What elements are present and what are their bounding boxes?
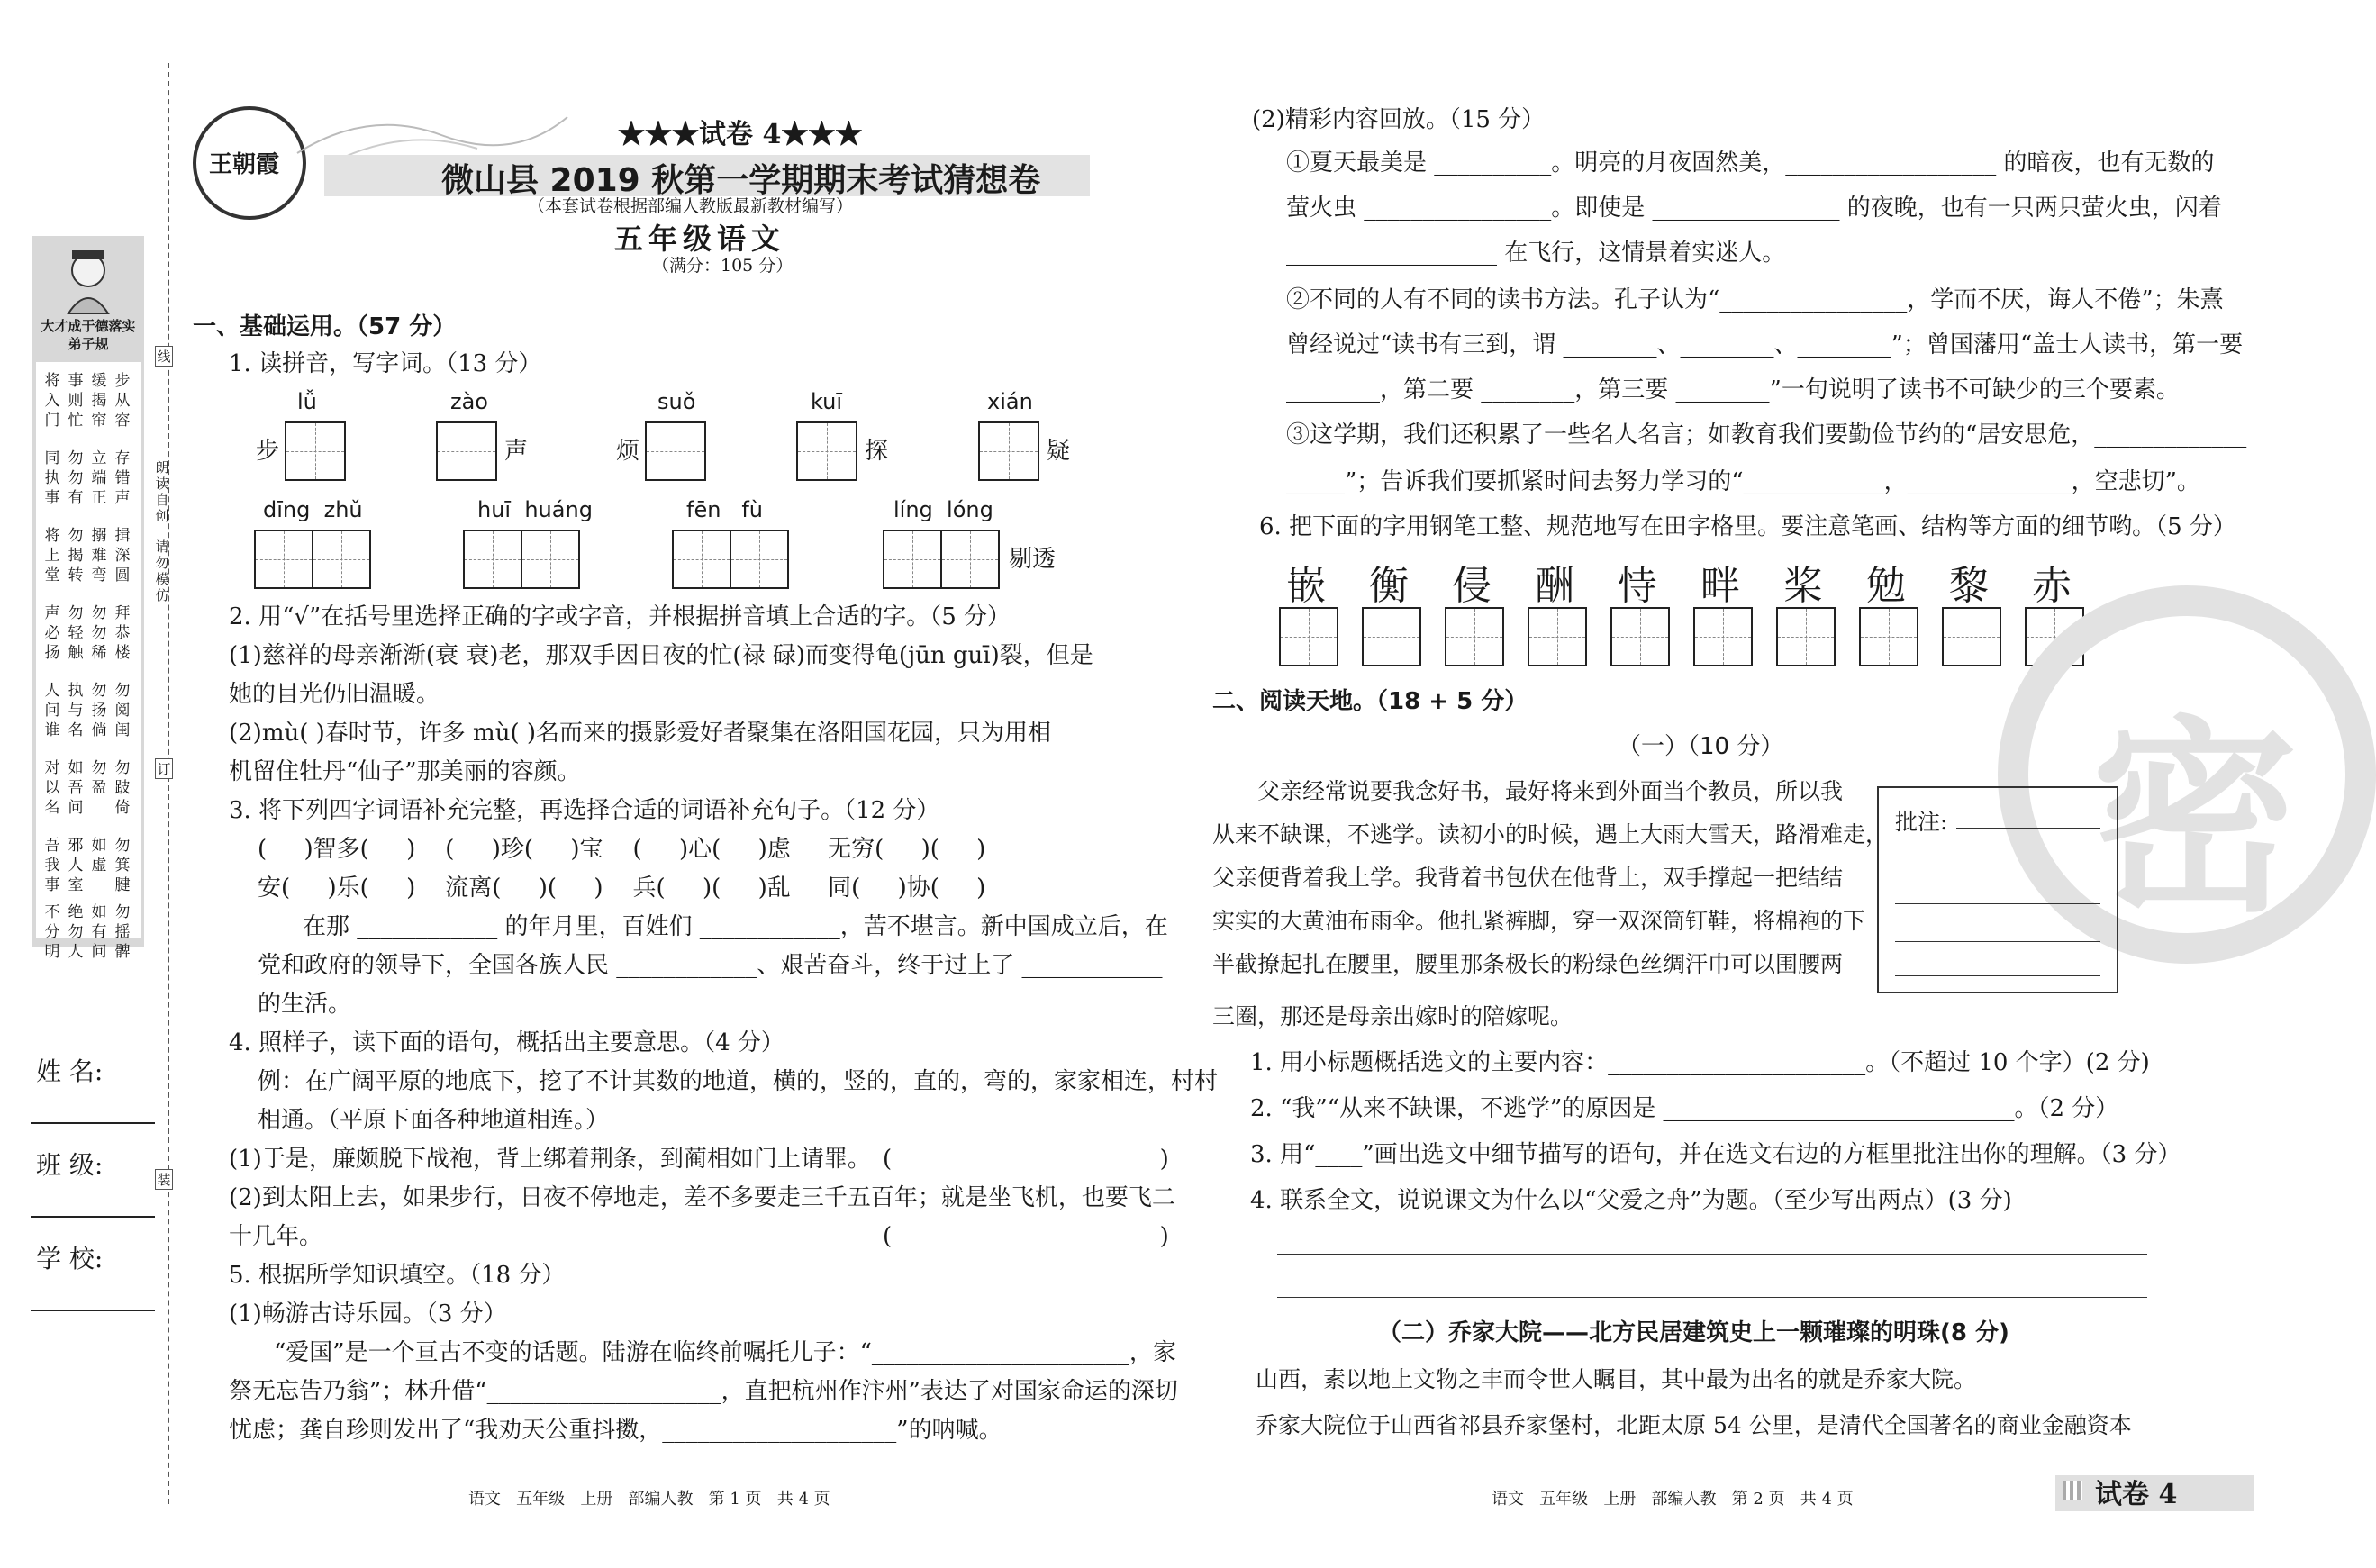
tianzige-box[interactable] (645, 421, 706, 481)
tag-pattern-icon (2063, 1481, 2082, 1500)
pinyin: kuī (811, 389, 843, 414)
tianzige-box[interactable] (1528, 607, 1587, 666)
reading-question: 4. 联系全文，说说课文为什么以“父爱之舟”为题。（至少写出两点）(3 分) (1250, 1187, 2012, 1214)
q2-title: 2. 用“√”在括号里选择正确的字或字音，并根据拼音填上合适的字。（5 分） (229, 603, 1011, 630)
word-part: 步 (256, 438, 280, 465)
tianzige-box[interactable] (978, 421, 1039, 481)
subject-title: 五年级语文 (614, 222, 786, 256)
pinyin: suǒ (657, 389, 696, 414)
margin-mark: 装 (155, 1169, 173, 1190)
sidebar-col: 勿摇髀 (114, 903, 131, 961)
sidebar-col: 对以名 (44, 759, 60, 817)
q5-line: “爱国”是一个亘古不变的话题。陆游在临终前嘱托儿子：“______________________，家 (274, 1339, 1176, 1366)
fill-line: 曾经说过“读书有三到，谓 ________、________、________”；曾国藩用“盖士人读书，第一要 (1286, 331, 2244, 358)
fill-line: _____”；告诉我们要抓紧时间去努力学习的“____________，______________，空悲切”。 (1286, 468, 2200, 495)
q2-line: 机留住牡丹“仙子”那美丽的容颜。 (229, 758, 581, 785)
pinyin: dīng zhǔ (263, 497, 363, 522)
passage-line: 从来不缺课，不逃学。读初小的时候，遇上大雨大雪天，路滑难走， (1212, 821, 1889, 847)
annotation-label: 批注: (1895, 809, 1948, 835)
copy-char: 嵌 (1286, 563, 1326, 609)
scholar-illustration-icon (56, 243, 121, 315)
sidebar-motto-box (32, 236, 144, 961)
passage-line: 半截撩起扎在腰里，腰里那条极长的粉绿色丝绸汗巾可以围腰两 (1212, 951, 1844, 977)
tianzige-pair[interactable] (256, 530, 371, 589)
fill-line: __________________ 在飞行，这情景着实迷人。 (1286, 240, 1786, 267)
passage-line: 山西，素以地上文物之丰而令世人瞩目，其中最为出名的就是乔家大院。 (1256, 1366, 1977, 1392)
paper-tag: 试卷 4 (2095, 1479, 2178, 1510)
sidebar-col: 人问谁 (44, 682, 60, 739)
annotation-line (1895, 975, 2100, 976)
q3-idioms: 安( )乐( ) 流离( )( ) 兵( )( )乱 同( )协( ) (258, 875, 986, 902)
copy-char: 勉 (1866, 563, 1906, 609)
tianzige-box[interactable] (1693, 607, 1753, 666)
q4-item: (2)到太阳上去，如果步行，日夜不停地走，差不多要走三千五百年；就是坐飞机，也要飞二 (229, 1184, 1175, 1211)
page-title: 微山县 2019 秋第一学期期末考试猜想卷 (441, 162, 1041, 199)
tianzige-box[interactable] (1362, 607, 1421, 666)
sidebar-col: 勿箕腱 (114, 837, 131, 894)
annotation-box[interactable] (1877, 786, 2118, 993)
q5-title: 5. 根据所学知识填空。（18 分） (229, 1262, 566, 1289)
school-field[interactable] (31, 1310, 155, 1311)
pinyin: líng lóng (893, 497, 993, 522)
q1-title: 1. 读拼音，写字词。（13 分） (229, 350, 542, 377)
word-part: 烦 (616, 438, 640, 465)
tianzige-box[interactable] (436, 421, 497, 481)
logo-text: 王朝霞 (209, 151, 280, 178)
q5-line: 祭无忘告乃翁”；林升借“____________________，直把杭州作汴州”表达了对国家命运的深切 (229, 1378, 1178, 1405)
annotation-line (1895, 903, 2100, 904)
answer-paren[interactable]: ( ) (883, 1146, 1169, 1173)
word-part: 疑 (1047, 438, 1071, 465)
q5-sub: (1)畅游古诗乐园。（3 分） (229, 1301, 507, 1328)
copy-char: 衡 (1369, 563, 1409, 609)
section-1-title: 一、基础运用。（57 分） (193, 313, 457, 340)
score-total: （满分：105 分） (652, 256, 794, 276)
q4-example: 相通。（平原下面各种地道相连。） (258, 1107, 610, 1134)
sidebar-col: 不分明 (44, 903, 60, 961)
tianzige-box[interactable] (1610, 607, 1670, 666)
passage-line: 实实的大黄油布雨伞。他扎紧裤脚，穿一双深筒钉鞋，将棉袍的下 (1212, 908, 1866, 934)
reading-question: 1. 用小标题概括选文的主要内容：______________________。（不超过 10 个字）(2 分) (1250, 1049, 2150, 1076)
copy-char: 畔 (1700, 563, 1740, 609)
sidebar-col: 如虚 (91, 837, 107, 875)
tianzige-pair[interactable] (884, 530, 1000, 589)
tianzige-box[interactable] (796, 421, 857, 481)
answer-paren[interactable]: ( ) (883, 1223, 1169, 1250)
fill-line: ②不同的人有不同的读书方法。孔子认为“________________，学而不厌，诲人不倦”；朱熹 (1286, 286, 2224, 313)
word-part: 声 (504, 438, 529, 465)
sidebar-col: 步从容 (114, 372, 131, 430)
fill-line: ①夏天最美是 __________。明亮的月夜固然美，__________________ 的暗夜，也有无数的 (1286, 150, 2215, 177)
copy-char: 侵 (1452, 563, 1492, 609)
passage-line: 父亲便背着我上学。我背着书包伏在他背上，双手撑起一把结结 (1212, 865, 1844, 891)
binding-line (168, 63, 169, 1504)
q4-item: (1)于是，廉颇脱下战袍，背上绑着荆条，到蔺相如门上请罪。 (229, 1146, 871, 1173)
q3-sentence: 党和政府的领导下，全国各族人民 ____________、艰苦奋斗，终于过上了 ____________ (258, 952, 1163, 979)
tianzige-box[interactable] (285, 421, 346, 481)
sidebar-col: 执与名 (68, 682, 84, 739)
margin-mark: 请勿模仿 (155, 539, 169, 603)
pinyin: huī huáng (477, 497, 593, 522)
page-footer: 语文 五年级 上册 部编人教 第 2 页 共 4 页 (1492, 1490, 1854, 1509)
answer-line[interactable] (1277, 1297, 2147, 1298)
name-field[interactable] (31, 1122, 155, 1124)
fill-line: 萤火虫 ________________。即使是 ________________ 的夜晚，也有一只两只萤火虫，闪着 (1286, 195, 2222, 222)
copy-char: 恃 (1618, 563, 1657, 609)
passage-line: 三圈，那还是母亲出嫁时的陪嫁呢。 (1212, 1003, 1573, 1029)
tianzige-box[interactable] (1859, 607, 1918, 666)
class-label: 班 级: (36, 1150, 104, 1180)
sidebar-col: 如有问 (91, 903, 107, 961)
q4-item: 十几年。 (229, 1223, 323, 1250)
sidebar-col: 立端正 (91, 449, 107, 507)
q2-line: (2)mù( )春时节，许多 mù( )名而来的摄影爱好者聚集在洛阳国花园，只为用相 (229, 720, 1051, 747)
copy-char: 酬 (1535, 563, 1574, 609)
fill-line: ③这学期，我们还积累了一些名人名言；如教育我们要勤俭节约的“居安思危，_____________ (1286, 421, 2247, 449)
sidebar-col: 勿跛倚 (114, 759, 131, 817)
sidebar-col: 存错声 (114, 449, 131, 507)
q3-sentence: 的生活。 (258, 991, 352, 1018)
page-footer: 语文 五年级 上册 部编人教 第 1 页 共 4 页 (468, 1490, 830, 1509)
sidebar-col: 勿勿稀 (91, 604, 107, 662)
annotation-line (1956, 828, 2100, 829)
q4-example: 例：在广阔平原的地底下，挖了不计其数的地道，横的，竖的，直的，弯的，家家相连，村村 (258, 1068, 1219, 1095)
tianzige-box[interactable] (1942, 607, 2001, 666)
sidebar-col: 勿盈 (91, 759, 107, 797)
sidebar-col: 吾我事 (44, 837, 60, 894)
tianzige-box[interactable] (1776, 607, 1836, 666)
sidebar-col: 将上堂 (44, 527, 60, 585)
fill-line: ________，第二要 ________，第三要 ________”一句说明了读书不可缺少的三个要素。 (1286, 376, 2180, 403)
paper-label: ★★★试卷 4★★★ (618, 119, 863, 150)
q5-line: 忧虑；龚自珍则发出了“我劝天公重抖擞，____________________”的呐喊。 (229, 1417, 1002, 1444)
pinyin: lǚ (297, 389, 317, 414)
annotation-line (1895, 941, 2100, 942)
margin-mark: 订 (155, 758, 173, 779)
sidebar-col: 勿扬倘 (91, 682, 107, 739)
passage-1-title: （一）（10 分） (1618, 733, 1784, 760)
sidebar-col: 缓揭帘 (91, 372, 107, 430)
sidebar-col: 同执事 (44, 449, 60, 507)
q3-idioms: ( )智多( ) ( )珍( )宝 ( )心( )虑 无穷( )( ) (258, 836, 986, 863)
class-field[interactable] (31, 1216, 155, 1218)
answer-line[interactable] (1277, 1254, 2147, 1255)
reading-question: 2. “我”“从来不缺课，不逃学”的原因是 ______________________________。（2 分） (1250, 1095, 2119, 1122)
sidebar-col: 如吾问 (68, 759, 84, 817)
section-2-title: 二、阅读天地。（18 + 5 分） (1212, 688, 1528, 715)
sidebar-col: 拜恭楼 (114, 604, 131, 662)
passage-line: 父亲经常说要我念好书，最好将来到外面当个教员，所以我 (1257, 778, 1844, 804)
margin-mark: 朗读自创 (155, 459, 169, 524)
pinyin: zào (450, 389, 488, 414)
copy-char: 赤 (2032, 563, 2072, 609)
copy-char: 桨 (1783, 563, 1823, 609)
tianzige-pair[interactable] (674, 530, 789, 589)
margin-mark: 线 (155, 346, 173, 367)
q6-title: 6. 把下面的字用钢笔工整、规范地写在田字格里。要注意笔画、结构等方面的细节哟。（5 分） (1259, 513, 2236, 540)
passage-2-title: （二）乔家大院——北方民居建筑史上一颗璀璨的明珠(8 分) (1378, 1319, 2009, 1346)
reading-question: 3. 用“____”画出选文中细节描写的语句，并在选文右边的方框里批注出你的理解。（3 分） (1250, 1141, 2181, 1168)
q2-line: (1)慈祥的母亲渐渐(衰 衰)老，那双手因日夜的忙(禄 碌)而变得龟(jūn guī)裂，但是 (229, 642, 1093, 669)
pinyin: fēn fù (686, 497, 763, 522)
sidebar-col: 绝勿人 (68, 903, 84, 961)
sidebar-col: 声必扬 (44, 604, 60, 662)
sidebar-col: 勿勿有 (68, 449, 84, 507)
sidebar-col: 将入门 (44, 372, 60, 430)
q3-title: 3. 将下列四字词语补充完整，再选择合适的词语补充句子。（12 分） (229, 797, 940, 824)
pinyin: xián (987, 389, 1033, 414)
sidebar-col: 搦难弯 (91, 527, 107, 585)
publisher-logo (193, 106, 306, 220)
q4-title: 4. 照样子，读下面的语句，概括出主要意思。（4 分） (229, 1029, 784, 1056)
watermark-text: 密 (2091, 697, 2299, 940)
sidebar-col: 勿轻触 (68, 604, 84, 662)
sidebar-col: 事则忙 (68, 372, 84, 430)
sidebar-col: 邪人室 (68, 837, 84, 894)
q2-line: 她的目光仍旧温暖。 (229, 681, 440, 708)
word-part: 剔透 (1009, 546, 1057, 573)
header-note: （本套试卷根据部编人教版最新教材编写） (528, 196, 854, 216)
tianzige-pair[interactable] (465, 530, 580, 589)
sidebar-col: 揖深圆 (114, 527, 131, 585)
name-label: 姓 名: (36, 1056, 104, 1086)
sidebar-motto: 大才成于德落实弟子规 (41, 318, 136, 352)
sidebar-col: 勿阅闺 (114, 682, 131, 739)
q3-sentence: 在那 ____________ 的年月里，百姓们 ____________，苦不堪言。新中国成立后，在 (303, 913, 1168, 940)
word-part: 探 (865, 438, 889, 465)
tianzige-box[interactable] (1445, 607, 1504, 666)
school-label: 学 校: (36, 1244, 104, 1273)
tianzige-box[interactable] (1279, 607, 1338, 666)
passage-line: 乔家大院位于山西省祁县乔家堡村，北距太原 54 公里，是清代全国著名的商业金融资本 (1256, 1412, 2132, 1438)
copy-char: 黎 (1949, 563, 1989, 609)
q5-2-title: (2)精彩内容回放。（15 分） (1252, 106, 1546, 133)
sidebar-col: 勿揭转 (68, 527, 84, 585)
